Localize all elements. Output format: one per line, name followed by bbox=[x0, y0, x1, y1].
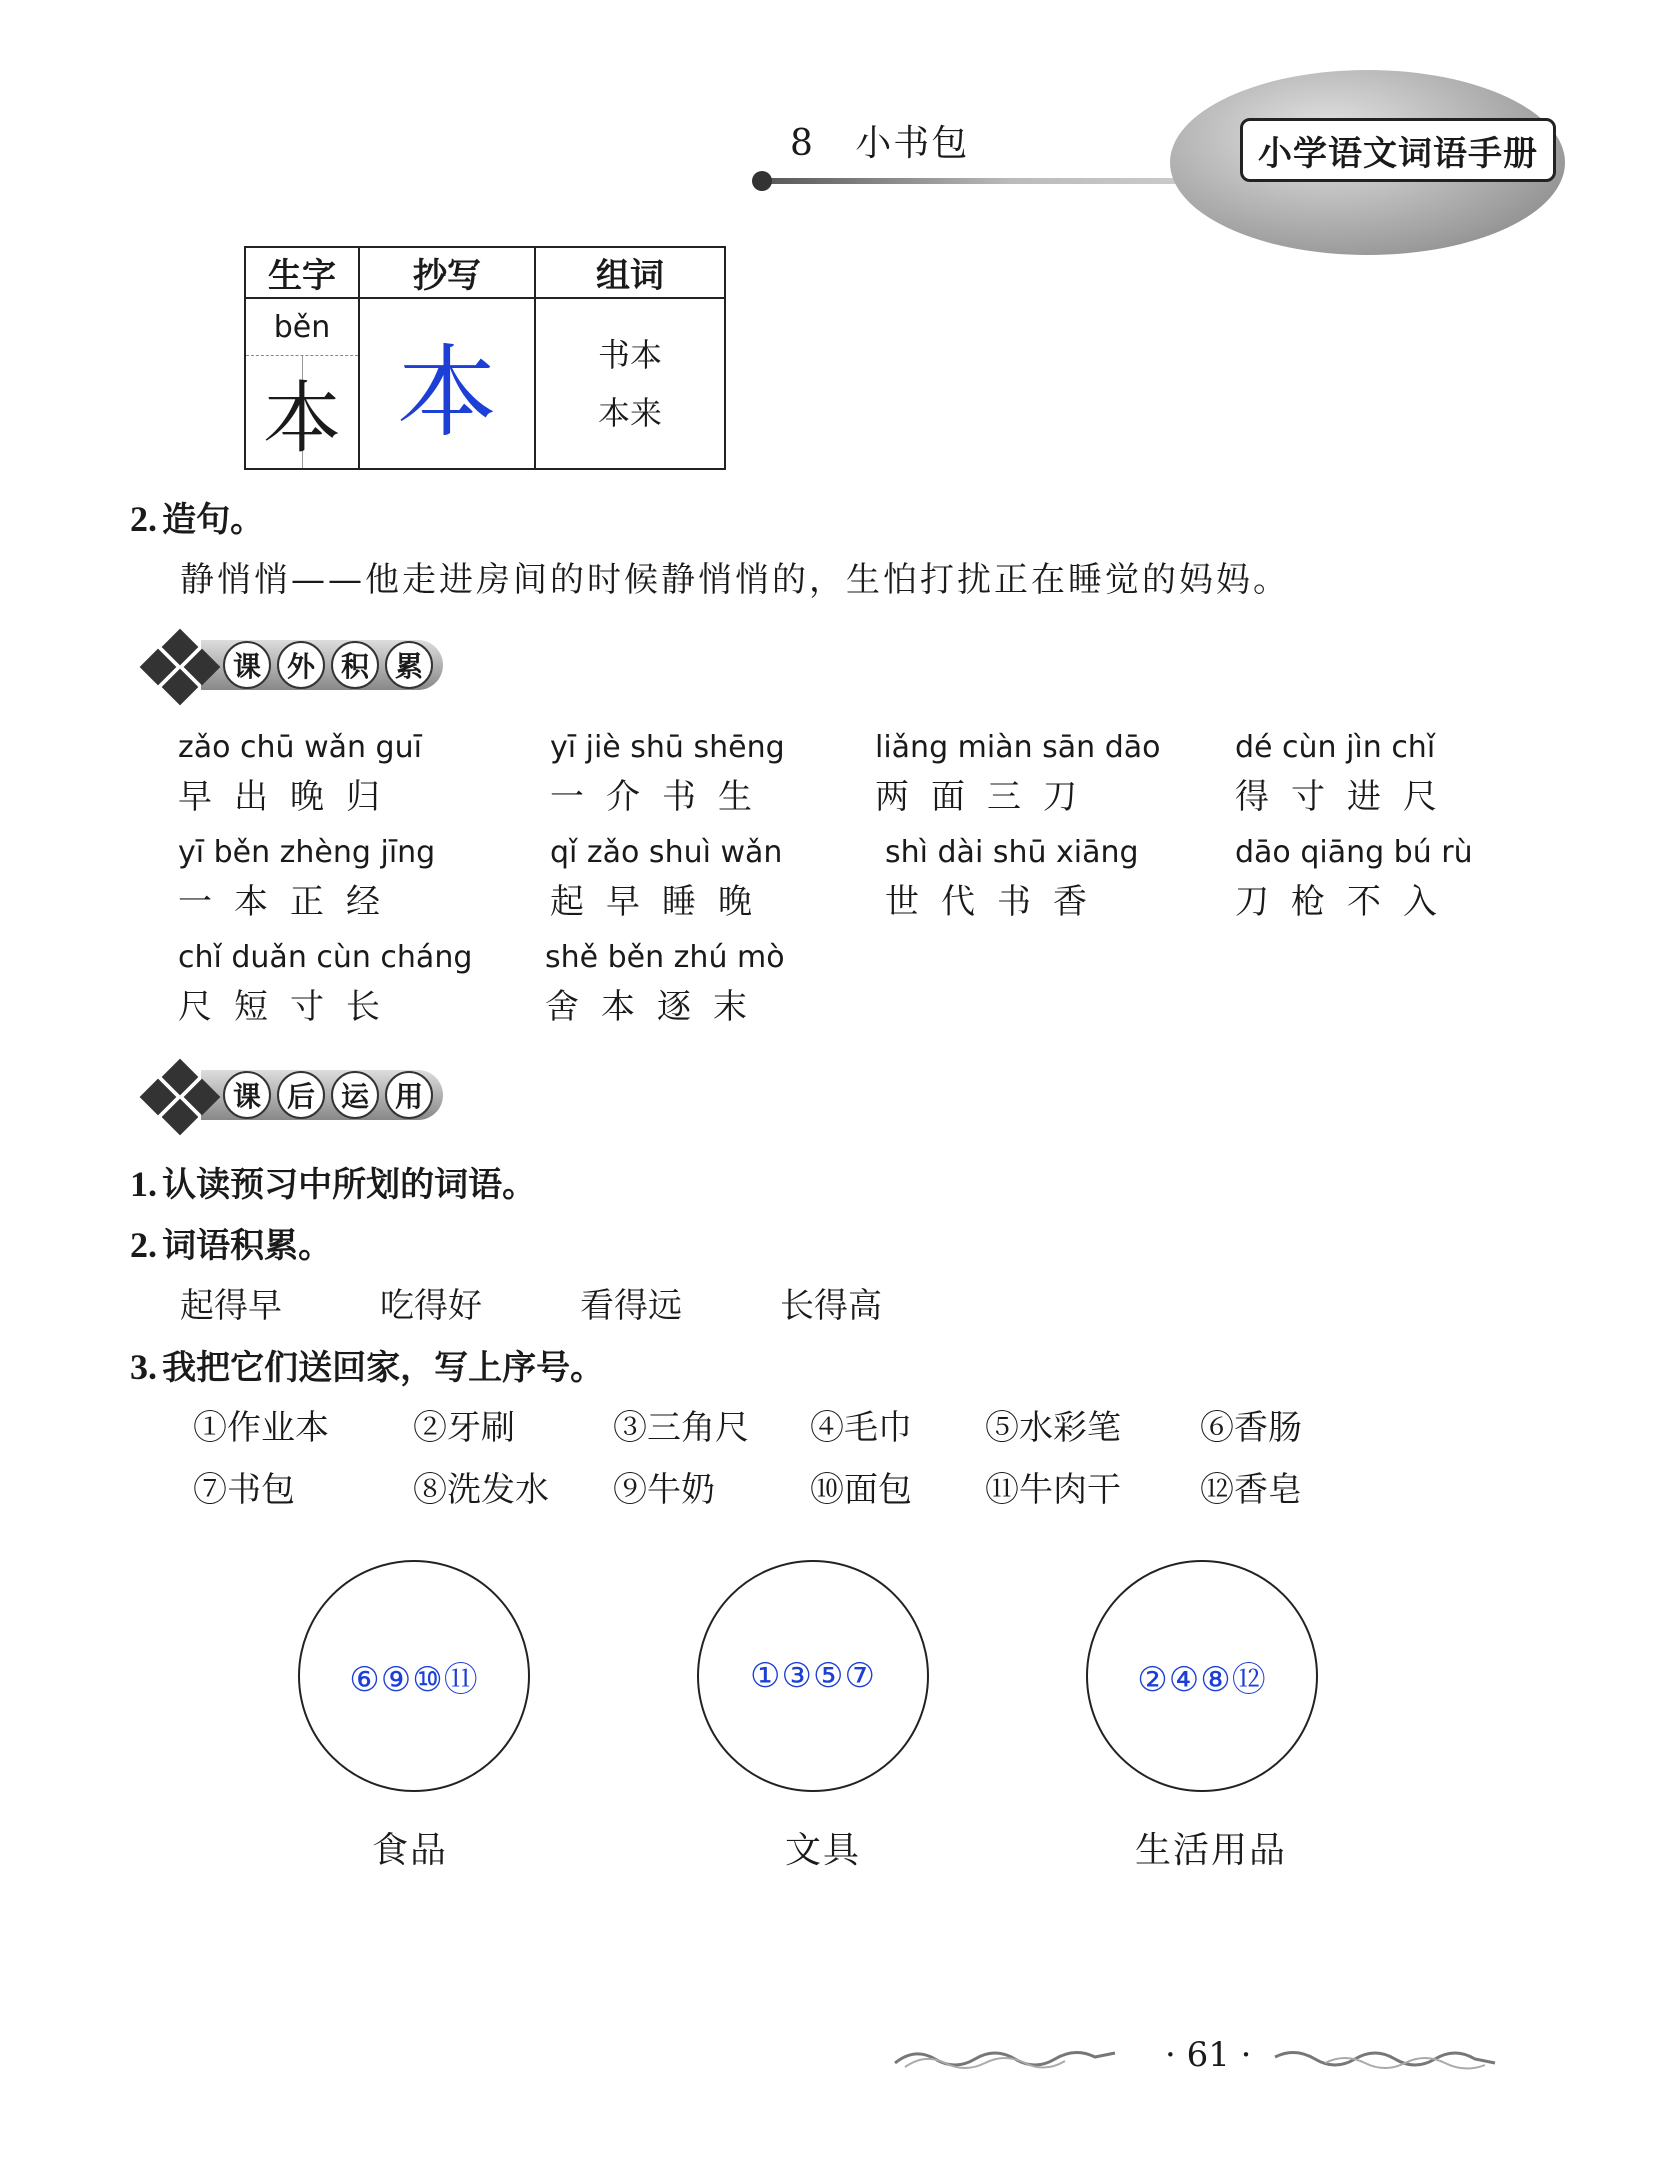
banner-char: 累 bbox=[385, 641, 433, 689]
word-1: 书本 bbox=[597, 335, 662, 374]
wave-ornament-icon bbox=[1270, 2045, 1500, 2071]
circle-answer: ②④⑧⑫ bbox=[1137, 1659, 1267, 1700]
diamond-ornament-icon bbox=[135, 630, 225, 700]
circle-answer: ①③⑤⑦ bbox=[750, 1656, 876, 1696]
idiom-hanzi: 刀枪不入 bbox=[1235, 882, 1459, 922]
category-circle-daily bbox=[1086, 1560, 1318, 1792]
diamond-ornament-icon bbox=[135, 1060, 225, 1130]
char-glyph: 本 bbox=[246, 356, 358, 468]
idiom-item bbox=[1235, 835, 1565, 923]
banner-char: 课 bbox=[223, 1071, 271, 1119]
banner-char: 用 bbox=[385, 1071, 433, 1119]
lesson-name: 小书包 bbox=[855, 123, 970, 164]
option-item: ⑥香肠 bbox=[1200, 1408, 1302, 1448]
category-circle-stationery bbox=[697, 1560, 929, 1792]
words-cell bbox=[535, 298, 725, 469]
word-item: 起得早 bbox=[180, 1286, 282, 1326]
idiom-item bbox=[875, 730, 1205, 818]
question-1 bbox=[130, 1157, 536, 1206]
idiom-hanzi: 一介书生 bbox=[550, 777, 774, 817]
idiom-pinyin: liǎng miàn sān dāo bbox=[875, 730, 1161, 765]
sentence-answer: 静悄悄——他走进房间的时候静悄悄的，生怕打扰正在睡觉的妈妈。 bbox=[180, 560, 1290, 600]
idiom-hanzi: 舍本逐末 bbox=[545, 987, 769, 1027]
idiom-pinyin: dé cùn jìn chǐ bbox=[1235, 730, 1436, 765]
table-header-copy: 抄写 bbox=[359, 247, 535, 298]
question-title: 造句。 bbox=[162, 500, 265, 540]
question-number: 1. bbox=[130, 1164, 157, 1204]
book-title-badge: 小学语文词语手册 bbox=[1240, 118, 1556, 182]
idiom-hanzi: 一本正经 bbox=[178, 882, 402, 922]
question-number: 3. bbox=[130, 1347, 157, 1387]
option-item: ④毛巾 bbox=[810, 1408, 912, 1448]
idiom-pinyin: zǎo chū wǎn guī bbox=[178, 730, 422, 765]
idiom-hanzi: 世代书香 bbox=[885, 882, 1109, 922]
word-item: 吃得好 bbox=[380, 1286, 482, 1326]
idiom-pinyin: shì dài shū xiāng bbox=[885, 835, 1139, 870]
word-item: 长得高 bbox=[780, 1286, 882, 1326]
question-number: 2. bbox=[130, 1225, 157, 1265]
banner-char: 积 bbox=[331, 641, 379, 689]
word-2: 本来 bbox=[597, 393, 662, 432]
idiom-item bbox=[885, 835, 1215, 923]
circle-answer: ⑥⑨⑩⑪ bbox=[349, 1659, 479, 1700]
category-circle-food bbox=[298, 1560, 530, 1792]
option-item: ⑤水彩笔 bbox=[985, 1408, 1121, 1448]
table-header-char: 生字 bbox=[245, 247, 359, 298]
idiom-pinyin: shě běn zhú mò bbox=[545, 940, 785, 975]
idiom-item bbox=[550, 835, 880, 923]
idiom-pinyin: chǐ duǎn cùn cháng bbox=[178, 940, 473, 975]
header-dot bbox=[752, 171, 772, 191]
table-header-words: 组词 bbox=[535, 247, 725, 298]
question-title: 我把它们送回家，写上序号。 bbox=[162, 1348, 605, 1388]
idiom-pinyin: dāo qiāng bú rù bbox=[1235, 835, 1473, 870]
option-item: ⑦书包 bbox=[193, 1470, 295, 1510]
idiom-item bbox=[550, 730, 880, 818]
idiom-hanzi: 得寸进尺 bbox=[1235, 777, 1459, 817]
option-item: ⑨牛奶 bbox=[613, 1470, 715, 1510]
option-item: ②牙刷 bbox=[413, 1408, 515, 1448]
question-3 bbox=[130, 1340, 604, 1389]
circle-label: 食品 bbox=[372, 1830, 449, 1871]
wave-ornament-icon bbox=[890, 2045, 1120, 2071]
option-item: ⑩面包 bbox=[810, 1470, 912, 1510]
idiom-item bbox=[1235, 730, 1565, 818]
banner-char: 后 bbox=[277, 1071, 325, 1119]
question-title: 认读预习中所划的词语。 bbox=[162, 1165, 537, 1205]
idiom-item bbox=[545, 940, 875, 1028]
circle-label: 文具 bbox=[785, 1830, 862, 1871]
banner-char: 运 bbox=[331, 1071, 379, 1119]
lesson-number: 8 bbox=[790, 123, 815, 164]
banner-char: 外 bbox=[277, 641, 325, 689]
option-item: ⑪牛肉干 bbox=[985, 1470, 1121, 1510]
question-number: 2. bbox=[130, 499, 157, 539]
idiom-hanzi: 两面三刀 bbox=[875, 777, 1099, 817]
character-table bbox=[244, 246, 726, 470]
char-cell bbox=[245, 298, 359, 469]
circle-label: 生活用品 bbox=[1135, 1830, 1288, 1871]
page-number: · 61 · bbox=[1165, 2035, 1252, 2075]
idiom-hanzi: 起早睡晚 bbox=[550, 882, 774, 922]
idiom-item bbox=[178, 940, 508, 1028]
option-item: ⑧洗发水 bbox=[413, 1470, 549, 1510]
idiom-pinyin: qǐ zǎo shuì wǎn bbox=[550, 835, 783, 870]
idiom-hanzi: 尺短寸长 bbox=[178, 987, 402, 1027]
lesson-title bbox=[790, 115, 969, 166]
option-item: ③三角尺 bbox=[613, 1408, 749, 1448]
idiom-item bbox=[178, 730, 508, 818]
question-sentence-heading bbox=[130, 492, 264, 541]
banner-char: 课 bbox=[223, 641, 271, 689]
idiom-pinyin: yī běn zhèng jīng bbox=[178, 835, 436, 870]
option-item: ⑫香皂 bbox=[1200, 1470, 1302, 1510]
copy-cell: 本 bbox=[359, 298, 535, 469]
option-item: ①作业本 bbox=[193, 1408, 329, 1448]
question-title: 词语积累。 bbox=[162, 1226, 333, 1266]
idiom-hanzi: 早出晚归 bbox=[178, 777, 402, 817]
char-pinyin: běn bbox=[246, 299, 358, 356]
section-banner-extra bbox=[135, 630, 443, 700]
idiom-item bbox=[178, 835, 508, 923]
idiom-pinyin: yī jiè shū shēng bbox=[550, 730, 785, 765]
word-item: 看得远 bbox=[580, 1286, 682, 1326]
question-2 bbox=[130, 1218, 332, 1267]
section-banner-after bbox=[135, 1060, 443, 1130]
